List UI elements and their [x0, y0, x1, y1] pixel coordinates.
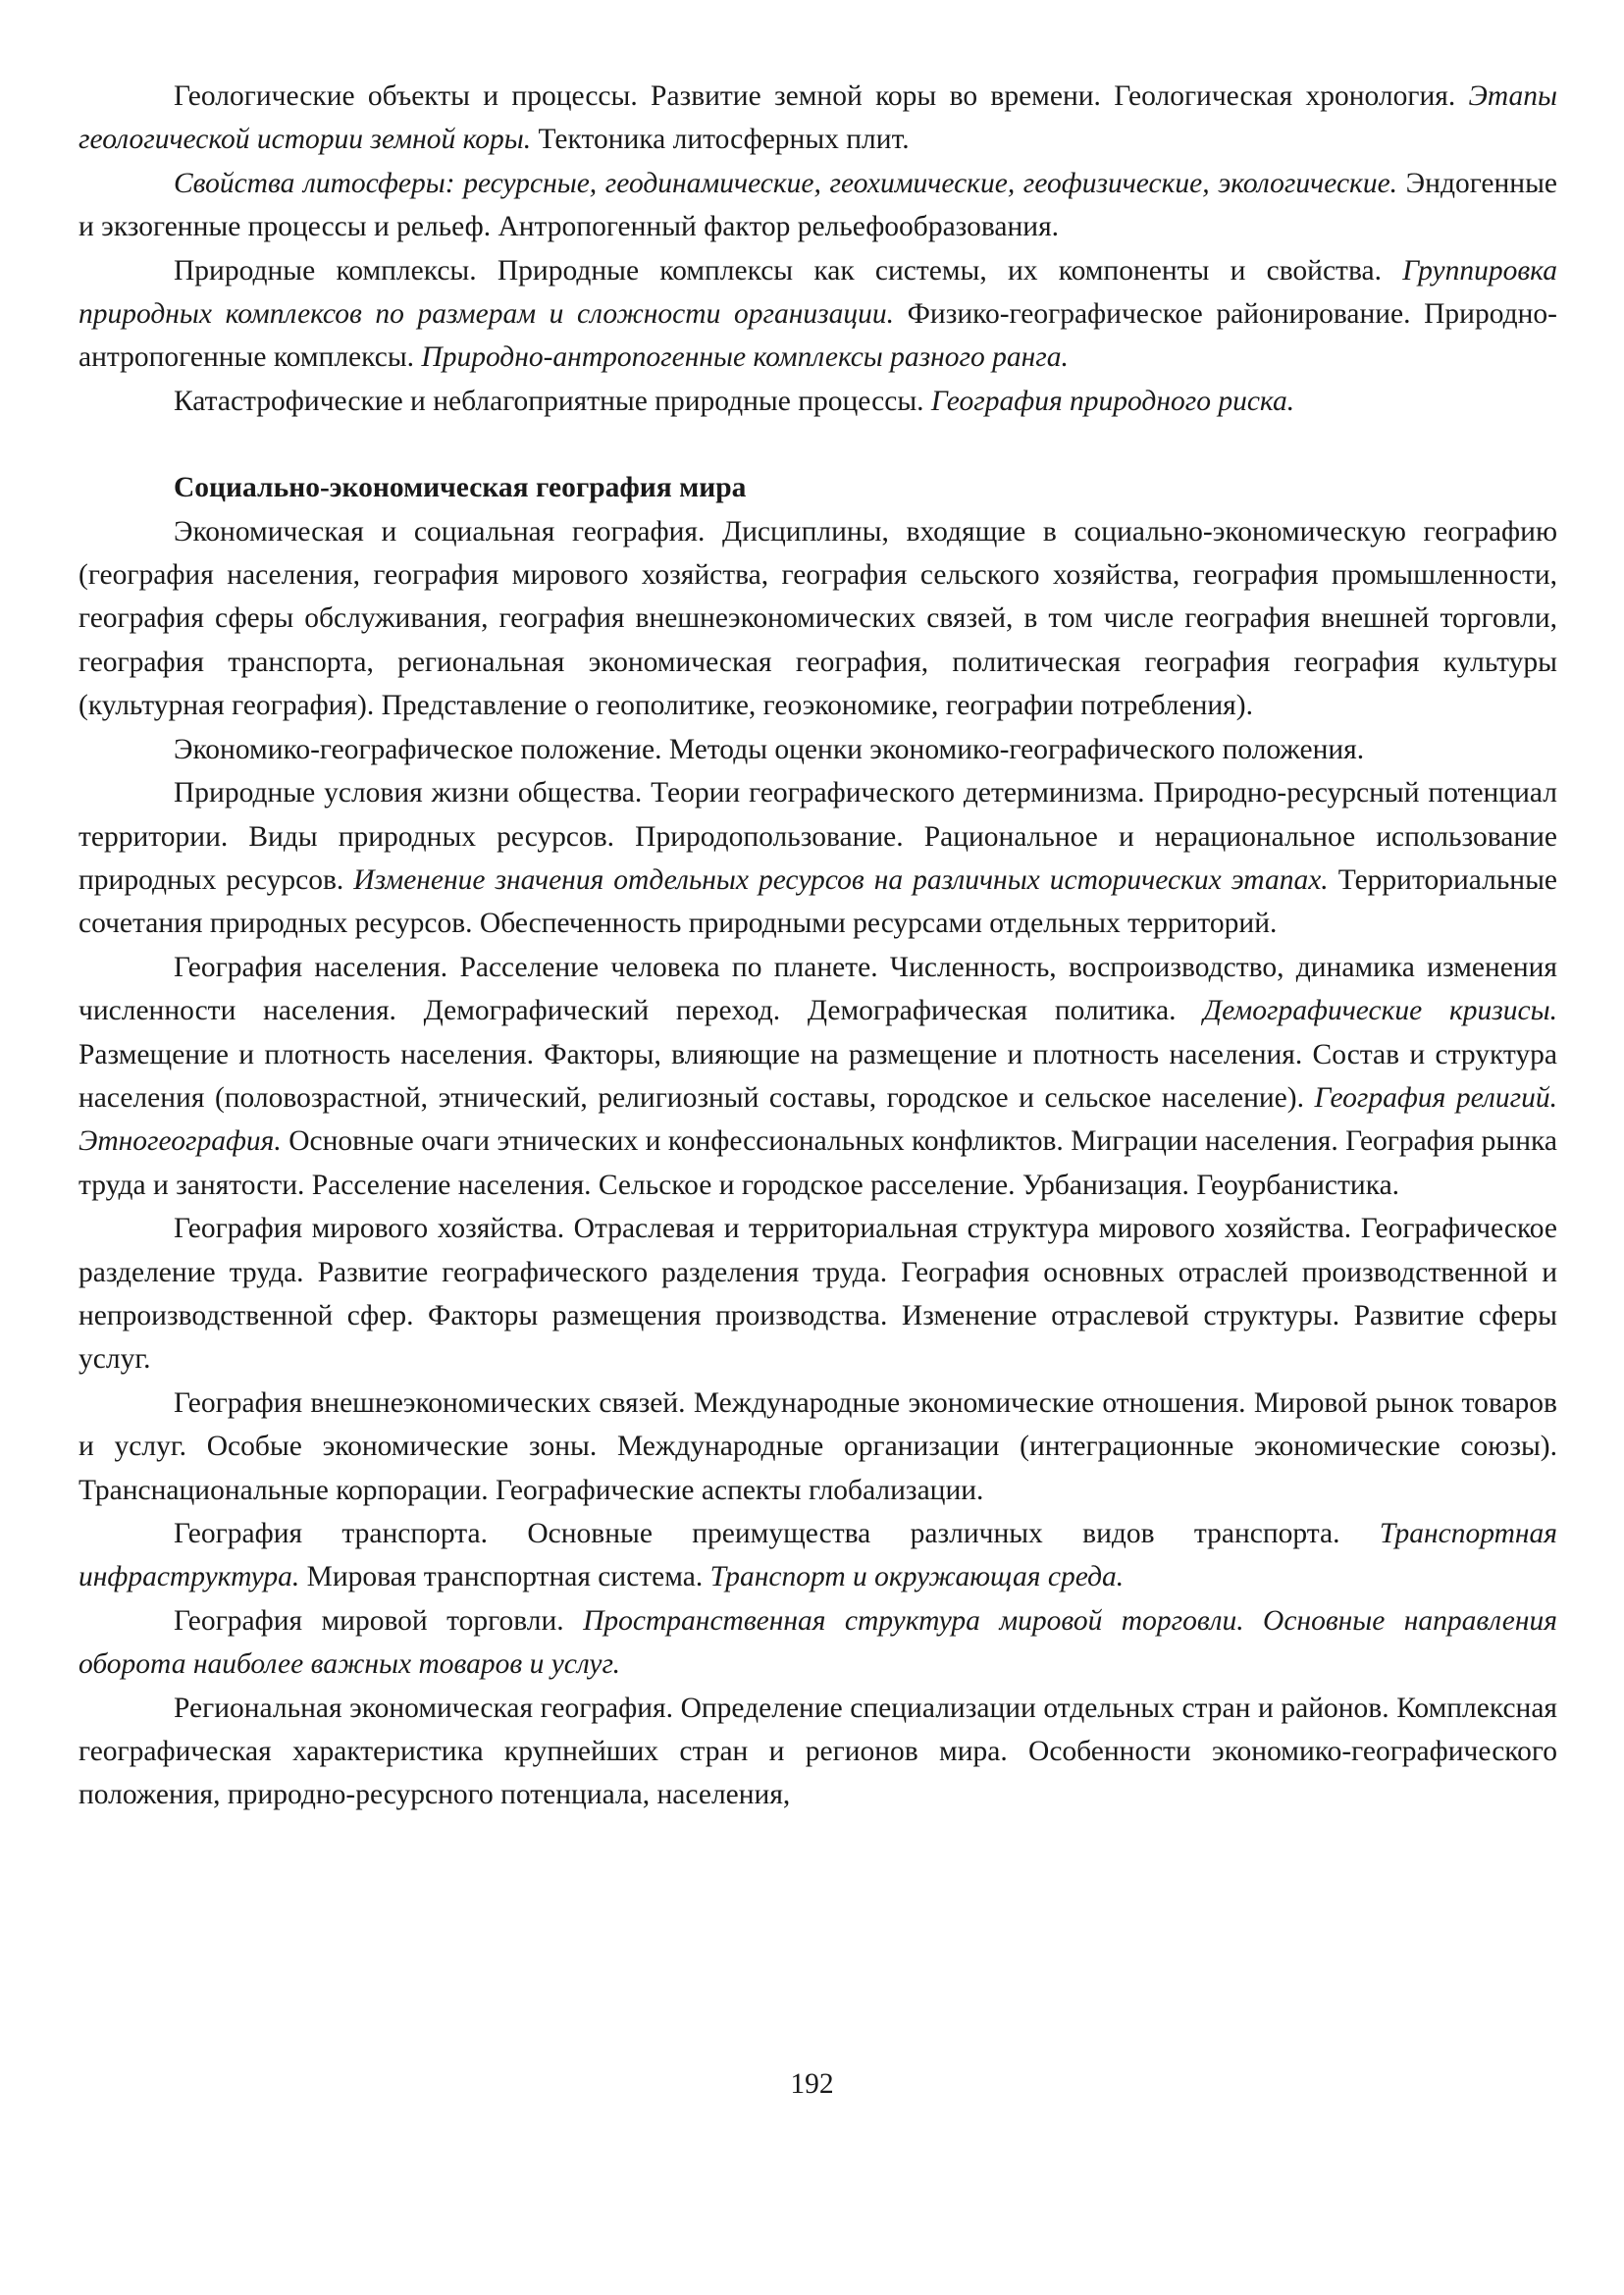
text-segment: Экономико-географическое положение. Методы оценки экономико-географического положения.: [174, 733, 1365, 765]
italic-text: География религий. Этногеография.: [79, 1081, 1557, 1158]
italic-text: География природного риска.: [930, 385, 1295, 417]
text-segment: География мировой торговли.: [174, 1604, 584, 1637]
text-segment: Природные комплексы. Природные комплексы как системы, их компоненты и свойства.: [174, 254, 1403, 287]
paragraph: [79, 728, 1557, 771]
text-segment: Геологические объекты и процессы. Развитие земной коры во времени. Геологическая хронология.: [174, 80, 1469, 112]
paragraph: [79, 946, 1557, 1207]
document-body: [79, 75, 1557, 1817]
text-segment: География внешнеэкономических связей. Международные экономические отношения. Мировой рынок товаров и услуг. Особые экономические зоны. Международные организации (интеграционные экономические союзы). Транснациональные корпорации. Географические аспекты глобализации.: [79, 1386, 1557, 1506]
paragraph: [79, 162, 1557, 249]
italic-text: Свойства литосферы: ресурсные, геодинамические, геохимические, геофизические, экологические.: [174, 167, 1398, 199]
paragraph-spacer: [79, 423, 1557, 466]
text-segment: Региональная экономическая география. Определение специализации отдельных стран и районов. Комплексная географическая характеристика крупнейших стран и регионов мира. Особенности экономико-географического положения, природно-ресурсного потенциала, населения,: [79, 1692, 1557, 1811]
text-segment: Основные очаги этнических и конфессиональных конфликтов. Миграции населения. География рынка труда и занятости. Расселение населения. Сельское и городское расселение. Урбанизация. Геоурбанистика.: [79, 1125, 1557, 1201]
paragraph: [79, 1382, 1557, 1512]
italic-text: Пространственная структура мировой торговли. Основные направления оборота наиболее важных товаров и услуг.: [79, 1604, 1558, 1681]
text-segment: Размещение и плотность населения. Факторы, влияющие на размещение и плотность населения. Состав и структура населения (половозрастной, этнический, религиозный составы, городское и сельское население).: [79, 1038, 1557, 1114]
paragraph: [79, 1687, 1557, 1817]
paragraph: [79, 771, 1557, 946]
paragraph: [79, 1512, 1557, 1599]
text-segment: Физико-географическое районирование. Природно-антропогенные комплексы.: [79, 298, 1557, 374]
section-heading: Социально-экономическая география мира: [174, 472, 747, 504]
italic-text: Транспорт и окружающая среда.: [709, 1561, 1125, 1593]
italic-text: Транспортная инфраструктура.: [79, 1518, 1557, 1593]
paragraph: [79, 510, 1557, 728]
text-segment: География населения. Расселение человека по планете. Численность, воспроизводство, динамика изменения численности населения. Демографический переход. Демографическая политика.: [79, 951, 1557, 1027]
text-segment: Территориальные сочетания природных ресурсов. Обеспеченность природными ресурсами отдельных территорий.: [79, 863, 1557, 940]
text-segment: Мировая транспортная система.: [299, 1561, 710, 1593]
italic-text: Группировка природных комплексов по размерам и сложности организации.: [79, 254, 1557, 331]
text-segment: Экономическая и социальная география. Дисциплины, входящие в социально-экономическую географию (география населения, география мирового хозяйства, география сельского хозяйства, география промышленности, география сферы обслуживания, география внешнеэкономических связей, в том числе география внешней торговли, география транспорта, региональная экономическая география, политическая география география культуры (культурная география). Представление о геополитике, геоэкономике, географии потребления).: [79, 515, 1557, 722]
italic-text: Демографические кризисы.: [1203, 995, 1557, 1027]
text-segment: Эндогенные и экзогенные процессы и рельеф. Антропогенный фактор рельефообразования.: [79, 167, 1557, 243]
italic-text: Изменение значения отдельных ресурсов на различных исторических этапах.: [353, 863, 1329, 896]
paragraph: [79, 1599, 1557, 1687]
paragraph: [79, 249, 1557, 380]
paragraph: [79, 75, 1557, 162]
text-segment: Тектоника литосферных плит.: [531, 124, 910, 156]
text-segment: Катастрофические и неблагоприятные природные процессы.: [174, 385, 931, 417]
text-segment: География мирового хозяйства. Отраслевая и территориальная структура мирового хозяйства. Географическое разделение труда. Развитие географического разделения труда. География основных отраслей производственной и непроизводственной сфер. Факторы размещения производства. Изменение отраслевой структуры. Развитие сферы услуг.: [79, 1213, 1557, 1376]
paragraph: [79, 380, 1557, 423]
page-number: 192: [790, 2068, 834, 2100]
italic-text: Природно-антропогенные комплексы разного ранга.: [421, 341, 1069, 374]
paragraph: [79, 1207, 1557, 1382]
italic-text: Этапы геологической истории земной коры.: [79, 80, 1557, 156]
text-segment: География транспорта. Основные преимущества различных видов транспорта.: [174, 1518, 1380, 1549]
text-segment: Природные условия жизни общества. Теории географического детерминизма. Природно-ресурсный потенциал территории. Виды природных ресурсов. Природопользование. Рациональное и нерациональное использование природных ресурсов.: [79, 777, 1557, 896]
